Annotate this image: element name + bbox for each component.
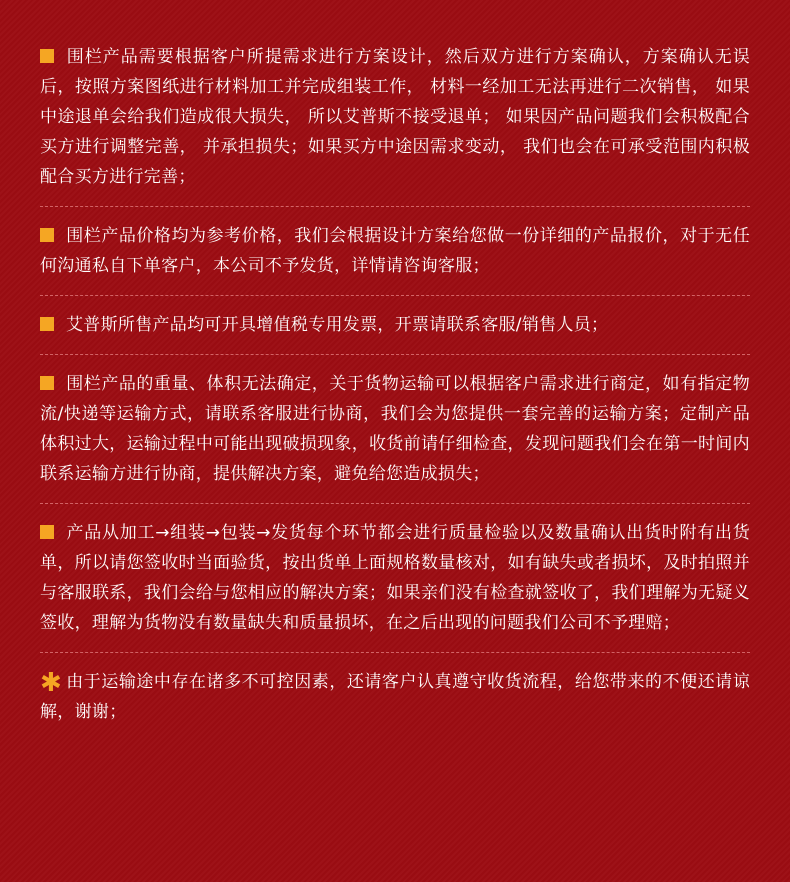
notice-item-closing bbox=[40, 667, 750, 727]
notice-text: 围栏产品需要根据客户所提需求进行方案设计，然后双方进行方案确认，方案确认无误后，按照方案图纸进行材料加工并完成组装工作， 材料一经加工无法再进行二次销售， 如果中途退单会给我们造成很大损失， 所以艾普斯不接受退单； 如果因产品问题我们会积极配合买方进行调整完善， 并承担损失；如果买方中途因需求变动， 我们也会在可承受范围内积极配合买方进行完善； bbox=[40, 47, 750, 187]
dashed-divider bbox=[40, 206, 750, 207]
notice-text: 围栏产品的重量、体积无法确定，关于货物运输可以根据客户需求进行商定，如有指定物流/快递等运输方式，请联系客服进行协商，我们会为您提供一套完善的运输方案；定制产品体积过大，运输过程中可能出现破损现象，收货前请仔细检查，发现问题我们会在第一时间内联系运输方进行协商，提供解决方案，避免给您造成损失； bbox=[40, 374, 750, 484]
orange-square-bullet-icon bbox=[40, 317, 54, 331]
notice-text: 围栏产品价格均为参考价格，我们会根据设计方案给您做一份详细的产品报价，对于无任何沟通私自下单客户，本公司不予发货，详情请咨询客服； bbox=[40, 226, 750, 276]
notice-text: 由于运输途中存在诸多不可控因素，还请客户认真遵守收货流程，给您带来的不便还请谅解，谢谢； bbox=[40, 672, 750, 722]
dashed-divider bbox=[40, 295, 750, 296]
notice-text: 产品从加工→组装→包装→发货每个环节都会进行质量检验以及数量确认出货时附有出货单，所以请您签收时当面验货，按出货单上面规格数量核对，如有缺失或者损坏，及时拍照并与客服联系，我们会给与您相应的解决方案；如果亲们没有检查就签收了，我们理解为无疑义签收，理解为货物没有数量缺失和质量损坏，在之后出现的问题我们公司不予理赔； bbox=[40, 523, 750, 633]
notice-item-refund-policy bbox=[40, 42, 750, 192]
star-bullet-icon: ✱ bbox=[40, 668, 63, 698]
dashed-divider bbox=[40, 503, 750, 504]
notice-text: 艾普斯所售产品均可开具增值税专用发票，开票请联系客服/销售人员； bbox=[66, 315, 609, 335]
orange-square-bullet-icon bbox=[40, 49, 54, 63]
notice-item-inspection bbox=[40, 518, 750, 638]
notice-item-shipping bbox=[40, 369, 750, 489]
orange-square-bullet-icon bbox=[40, 525, 54, 539]
notice-item-pricing bbox=[40, 221, 750, 281]
orange-square-bullet-icon bbox=[40, 228, 54, 242]
dashed-divider bbox=[40, 652, 750, 653]
notice-item-invoice bbox=[40, 310, 750, 340]
dashed-divider bbox=[40, 354, 750, 355]
orange-square-bullet-icon bbox=[40, 376, 54, 390]
